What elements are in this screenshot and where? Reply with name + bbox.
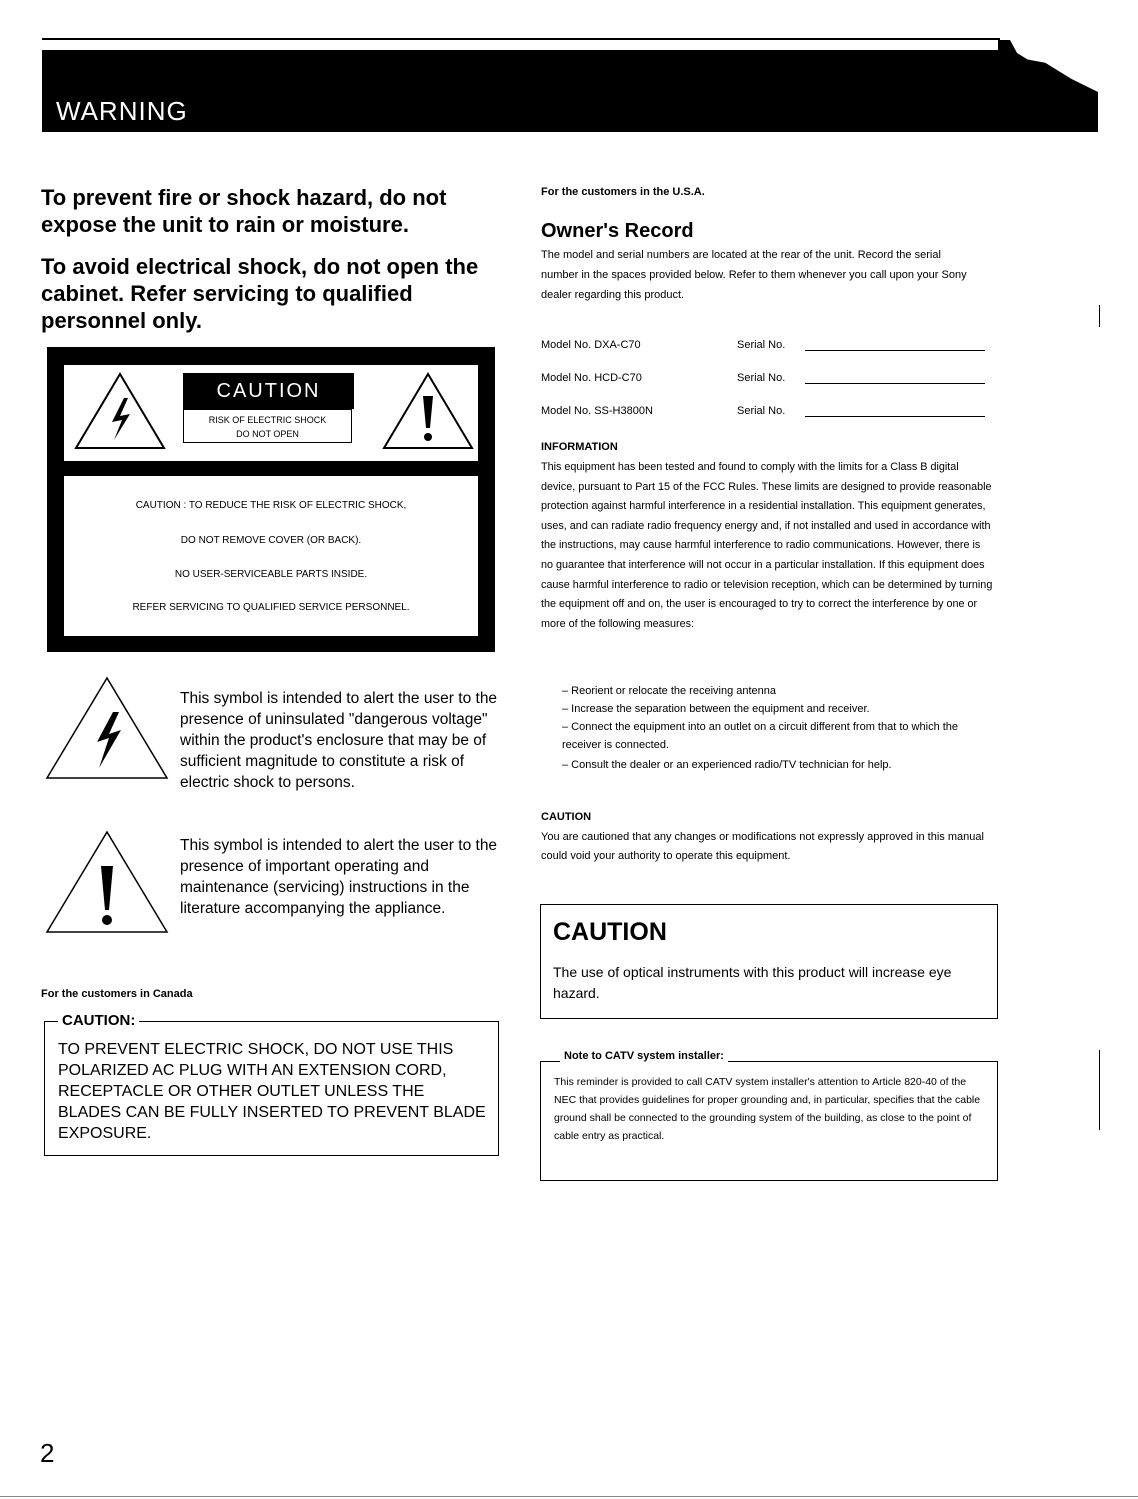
warning-title: WARNING (56, 96, 188, 126)
model-number-3: Model No. SS-H3800N (541, 405, 653, 417)
caution-label-line-3: NO USER-SERVICEABLE PARTS INSIDE. (174, 569, 368, 580)
measure-item-3: – Connect the equipment into an outlet on a circuit different from that to which the receiver is connected. (562, 721, 959, 751)
top-rule (42, 38, 1000, 40)
serial-field-2 (805, 383, 985, 384)
lightning-warning-icon (72, 370, 168, 452)
measure-item-1: – Reorient or relocate the receiving antenna (562, 685, 777, 697)
heading-fire-hazard: To prevent fire or shock hazard, do not expose the unit to rain or moisture. (41, 185, 447, 237)
serial-field-1 (805, 350, 985, 351)
catv-note-label: Note to CATV system installer: (560, 1050, 728, 1062)
edge-mark-top (1099, 305, 1100, 327)
caution-label-sub1: RISK OF ELECTRIC SHOCK (208, 415, 327, 425)
information-heading: INFORMATION (541, 441, 618, 453)
canada-caution-text: TO PREVENT ELECTRIC SHOCK, DO NOT USE THIS POLARIZED AC PLUG WITH AN EXTENSION CORD, RECEPTACLE OR OTHER OUTLET UNLESS THE BLADES CAN BE FULLY INSERTED TO PREVENT BLADE EXPOSURE. (58, 1041, 486, 1142)
information-text: This equipment has been tested and found to comply with the limits for a Class B digital device, pursuant to Part 15 of the FCC Rules. These limits are designed to provide reasonable protection against harmful interference in a residential installation. This equipment generates, uses, and can radiate radio frequency energy and, if not installed and used in accordance with the instructions, may cause harmful interference to radio communications. However, there is no guarantee that interference will not occur in a particular installation. If this equipment does cause harmful interference to radio or television reception, which can be determined by turning the equipment off and on, the user is encouraged to try to correct the interference by one or more of the following measures: (541, 461, 993, 630)
model-number-1: Model No. DXA-C70 (541, 339, 641, 351)
exclamation-warning-icon (380, 370, 476, 452)
catv-note-text: This reminder is provided to call CATV system installer's attention to Article 820-40 of the NEC that provides guidelines for proper grounding and, in particular, specifies that the cable ground shall be connected to the grounding system of the building, as close to the point of cable entry as practical. (554, 1076, 981, 1142)
serial-label-3: Serial No. (737, 405, 786, 417)
caution-label-line-2: DO NOT REMOVE COVER (OR BACK). (180, 535, 362, 546)
caution-label-sub (183, 409, 352, 443)
eye-hazard-title: CAUTION (553, 918, 667, 946)
caution-label-line-4: REFER SERVICING TO QUALIFIED SERVICE PERSONNEL. (132, 602, 410, 613)
model-number-2: Model No. HCD-C70 (541, 372, 642, 384)
caution-text: You are cautioned that any changes or modifications not expressly approved in this manual could void your authority to operate this equipment. (541, 831, 984, 862)
caution-label-sub2: DO NOT OPEN (236, 429, 299, 439)
heading-electric-shock: To avoid electrical shock, do not open the cabinet. Refer servicing to qualified personnel only. (41, 254, 479, 333)
page-number: 2 (40, 1438, 55, 1468)
exclamation-symbol-icon (45, 830, 169, 934)
owners-record-title: Owner's Record (541, 220, 694, 242)
lightning-symbol-icon (45, 676, 169, 780)
measure-item-4: – Consult the dealer or an experienced radio/TV technician for help. (562, 759, 892, 771)
usa-heading: For the customers in the U.S.A. (541, 186, 705, 198)
caution-heading: CAUTION (541, 811, 592, 823)
lightning-symbol-text: This symbol is intended to alert the user to the presence of uninsulated "dangerous voltage" within the product's enclosure that may be of sufficient magnitude to constitute a risk of electric shock to persons. (180, 690, 498, 791)
eye-hazard-text: The use of optical instruments with this product will increase eye hazard. (553, 964, 952, 1001)
serial-field-3 (805, 416, 985, 417)
serial-label-1: Serial No. (737, 339, 786, 351)
edge-mark-bottom (1099, 1050, 1100, 1130)
canada-heading: For the customers in Canada (41, 988, 193, 1000)
owners-record-text: The model and serial numbers are located at the rear of the unit. Record the serial number in the spaces provided below. Refer to them whenever you call upon your Sony dealer regarding this product. (541, 249, 967, 301)
caution-label-line-1: CAUTION : TO REDUCE THE RISK OF ELECTRIC SHOCK, (135, 500, 407, 511)
measure-item-2: – Increase the separation between the equipment and receiver. (562, 703, 870, 715)
canada-caution-label: CAUTION: (58, 1012, 139, 1029)
caution-label-title: CAUTION (183, 373, 354, 409)
warning-banner (42, 50, 998, 132)
exclamation-symbol-text: This symbol is intended to alert the user to the presence of important operating and maintenance (servicing) instructions in the literature accompanying the appliance. (180, 837, 498, 917)
serial-label-2: Serial No. (737, 372, 786, 384)
bottom-rule (0, 1496, 1138, 1497)
